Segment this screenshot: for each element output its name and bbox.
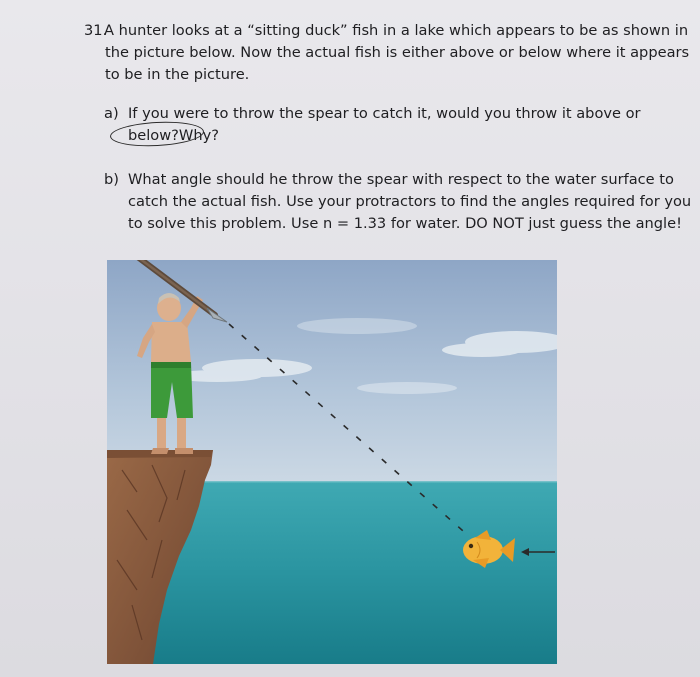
part-b — [104, 169, 691, 235]
question-line-3: to be in the picture. — [105, 66, 250, 83]
part-a-why: Why? — [178, 127, 219, 144]
question-line-1: 31.A hunter looks at a “sitting duck” fish in a lake which appears to be as shown in — [84, 20, 664, 42]
part-a-letter: a) — [104, 105, 119, 122]
question-31 — [84, 20, 690, 86]
part-a — [104, 103, 641, 147]
part-b-letter: b) — [104, 171, 119, 188]
circled-answer: below? — [128, 125, 179, 147]
hunter-fish-illustration — [107, 260, 557, 664]
part-b-line-2: catch the actual fish. Use your protractors to find the angles required for you — [128, 193, 692, 210]
question-line-2: the picture below. Now the actual fish is either above or below where it appears — [105, 44, 690, 61]
question-number: 31. — [84, 22, 108, 39]
bleed-through-text — [260, 2, 264, 18]
part-a-line-2 — [104, 125, 641, 147]
part-b-line-3: to solve this problem. Use n = 1.33 for water. DO NOT just guess the angle! — [128, 215, 682, 232]
part-b-line-1: b) What angle should he throw the spear with respect to the water surface to — [104, 169, 691, 191]
part-a-line-1: a) If you were to throw the spear to catch it, would you throw it above or — [104, 103, 641, 125]
